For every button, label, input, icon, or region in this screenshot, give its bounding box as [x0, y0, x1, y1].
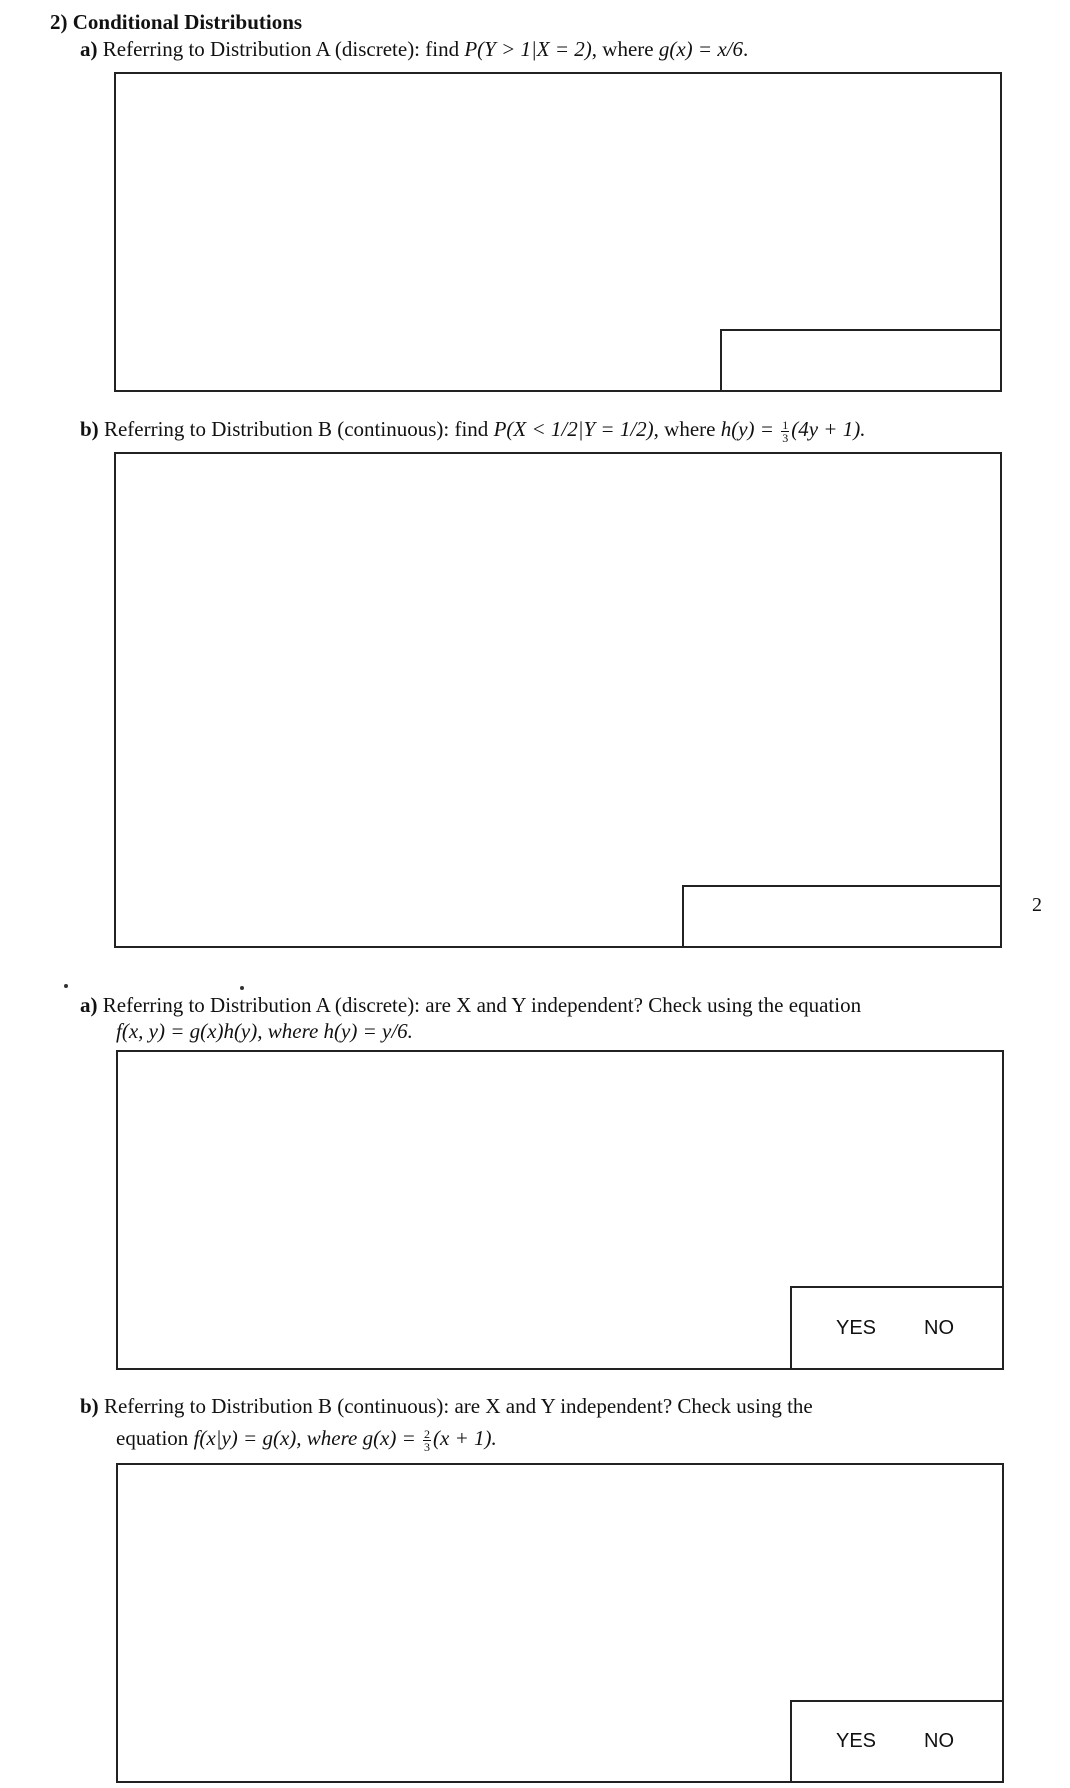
fraction-denominator: 3: [424, 1439, 431, 1454]
fraction: [781, 419, 789, 444]
answer-work-box-1b[interactable]: [114, 452, 1002, 948]
page-number: 2: [1032, 894, 1042, 916]
yes-no-box-2b[interactable]: [790, 1700, 1004, 1783]
yes-option[interactable]: YES: [836, 1730, 877, 1752]
stray-mark: [240, 986, 244, 990]
question-2b: [80, 1393, 813, 1419]
question-label: b): [80, 1394, 99, 1418]
section-title: Conditional Distributions: [72, 10, 303, 34]
no-option[interactable]: NO: [924, 1317, 954, 1339]
question-text: Referring to Distribution B (continuous): find: [103, 417, 494, 441]
math-expression: P(X < 1/2|Y = 1/2): [493, 417, 654, 441]
question-label: b): [80, 417, 99, 441]
math-expression-3: (4y + 1).: [791, 417, 866, 441]
yes-no-box-2a[interactable]: [790, 1286, 1004, 1370]
math-expression: P(Y > 1|X = 2): [464, 37, 592, 61]
question-text-line1: Referring to Distribution B (continuous): are X and Y independent? Check using the: [103, 1394, 813, 1418]
section-heading: [50, 10, 302, 35]
fraction-denominator: 3: [782, 430, 789, 445]
fraction: [423, 1428, 431, 1453]
math-expression: f(x|y) = g(x), where g(x) =: [193, 1426, 416, 1450]
math-expression-2: g(x) = x/6: [658, 37, 743, 61]
question-label: a): [80, 993, 98, 1017]
yes-option[interactable]: YES: [836, 1317, 877, 1339]
question-2a: [80, 992, 861, 1018]
fraction-numerator: 1: [782, 417, 789, 432]
math-expression-2: (x + 1).: [433, 1426, 497, 1450]
fraction-numerator: 2: [424, 1426, 431, 1441]
math-expression-2: h(y) =: [720, 417, 774, 441]
section-number: 2): [50, 10, 68, 34]
question-text-mid: , where: [653, 417, 721, 441]
stray-mark: [64, 984, 68, 988]
question-2a-line2: f(x, y) = g(x)h(y), where h(y) = y/6.: [116, 1019, 413, 1043]
question-text: Referring to Distribution A (discrete): find: [102, 37, 465, 61]
question-1b: [80, 416, 865, 444]
final-answer-box-1a[interactable]: [720, 329, 1002, 392]
question-2b-line2: [116, 1425, 497, 1453]
question-text-end: .: [742, 37, 749, 61]
question-1a: [80, 36, 748, 62]
question-label: a): [80, 37, 98, 61]
question-text-line1: Referring to Distribution A (discrete): are X and Y independent? Check using the equation: [102, 993, 862, 1017]
no-option[interactable]: NO: [924, 1730, 954, 1752]
final-answer-box-1b[interactable]: [682, 885, 1002, 948]
question-text: equation: [116, 1426, 194, 1450]
question-text-mid: , where: [591, 37, 659, 61]
